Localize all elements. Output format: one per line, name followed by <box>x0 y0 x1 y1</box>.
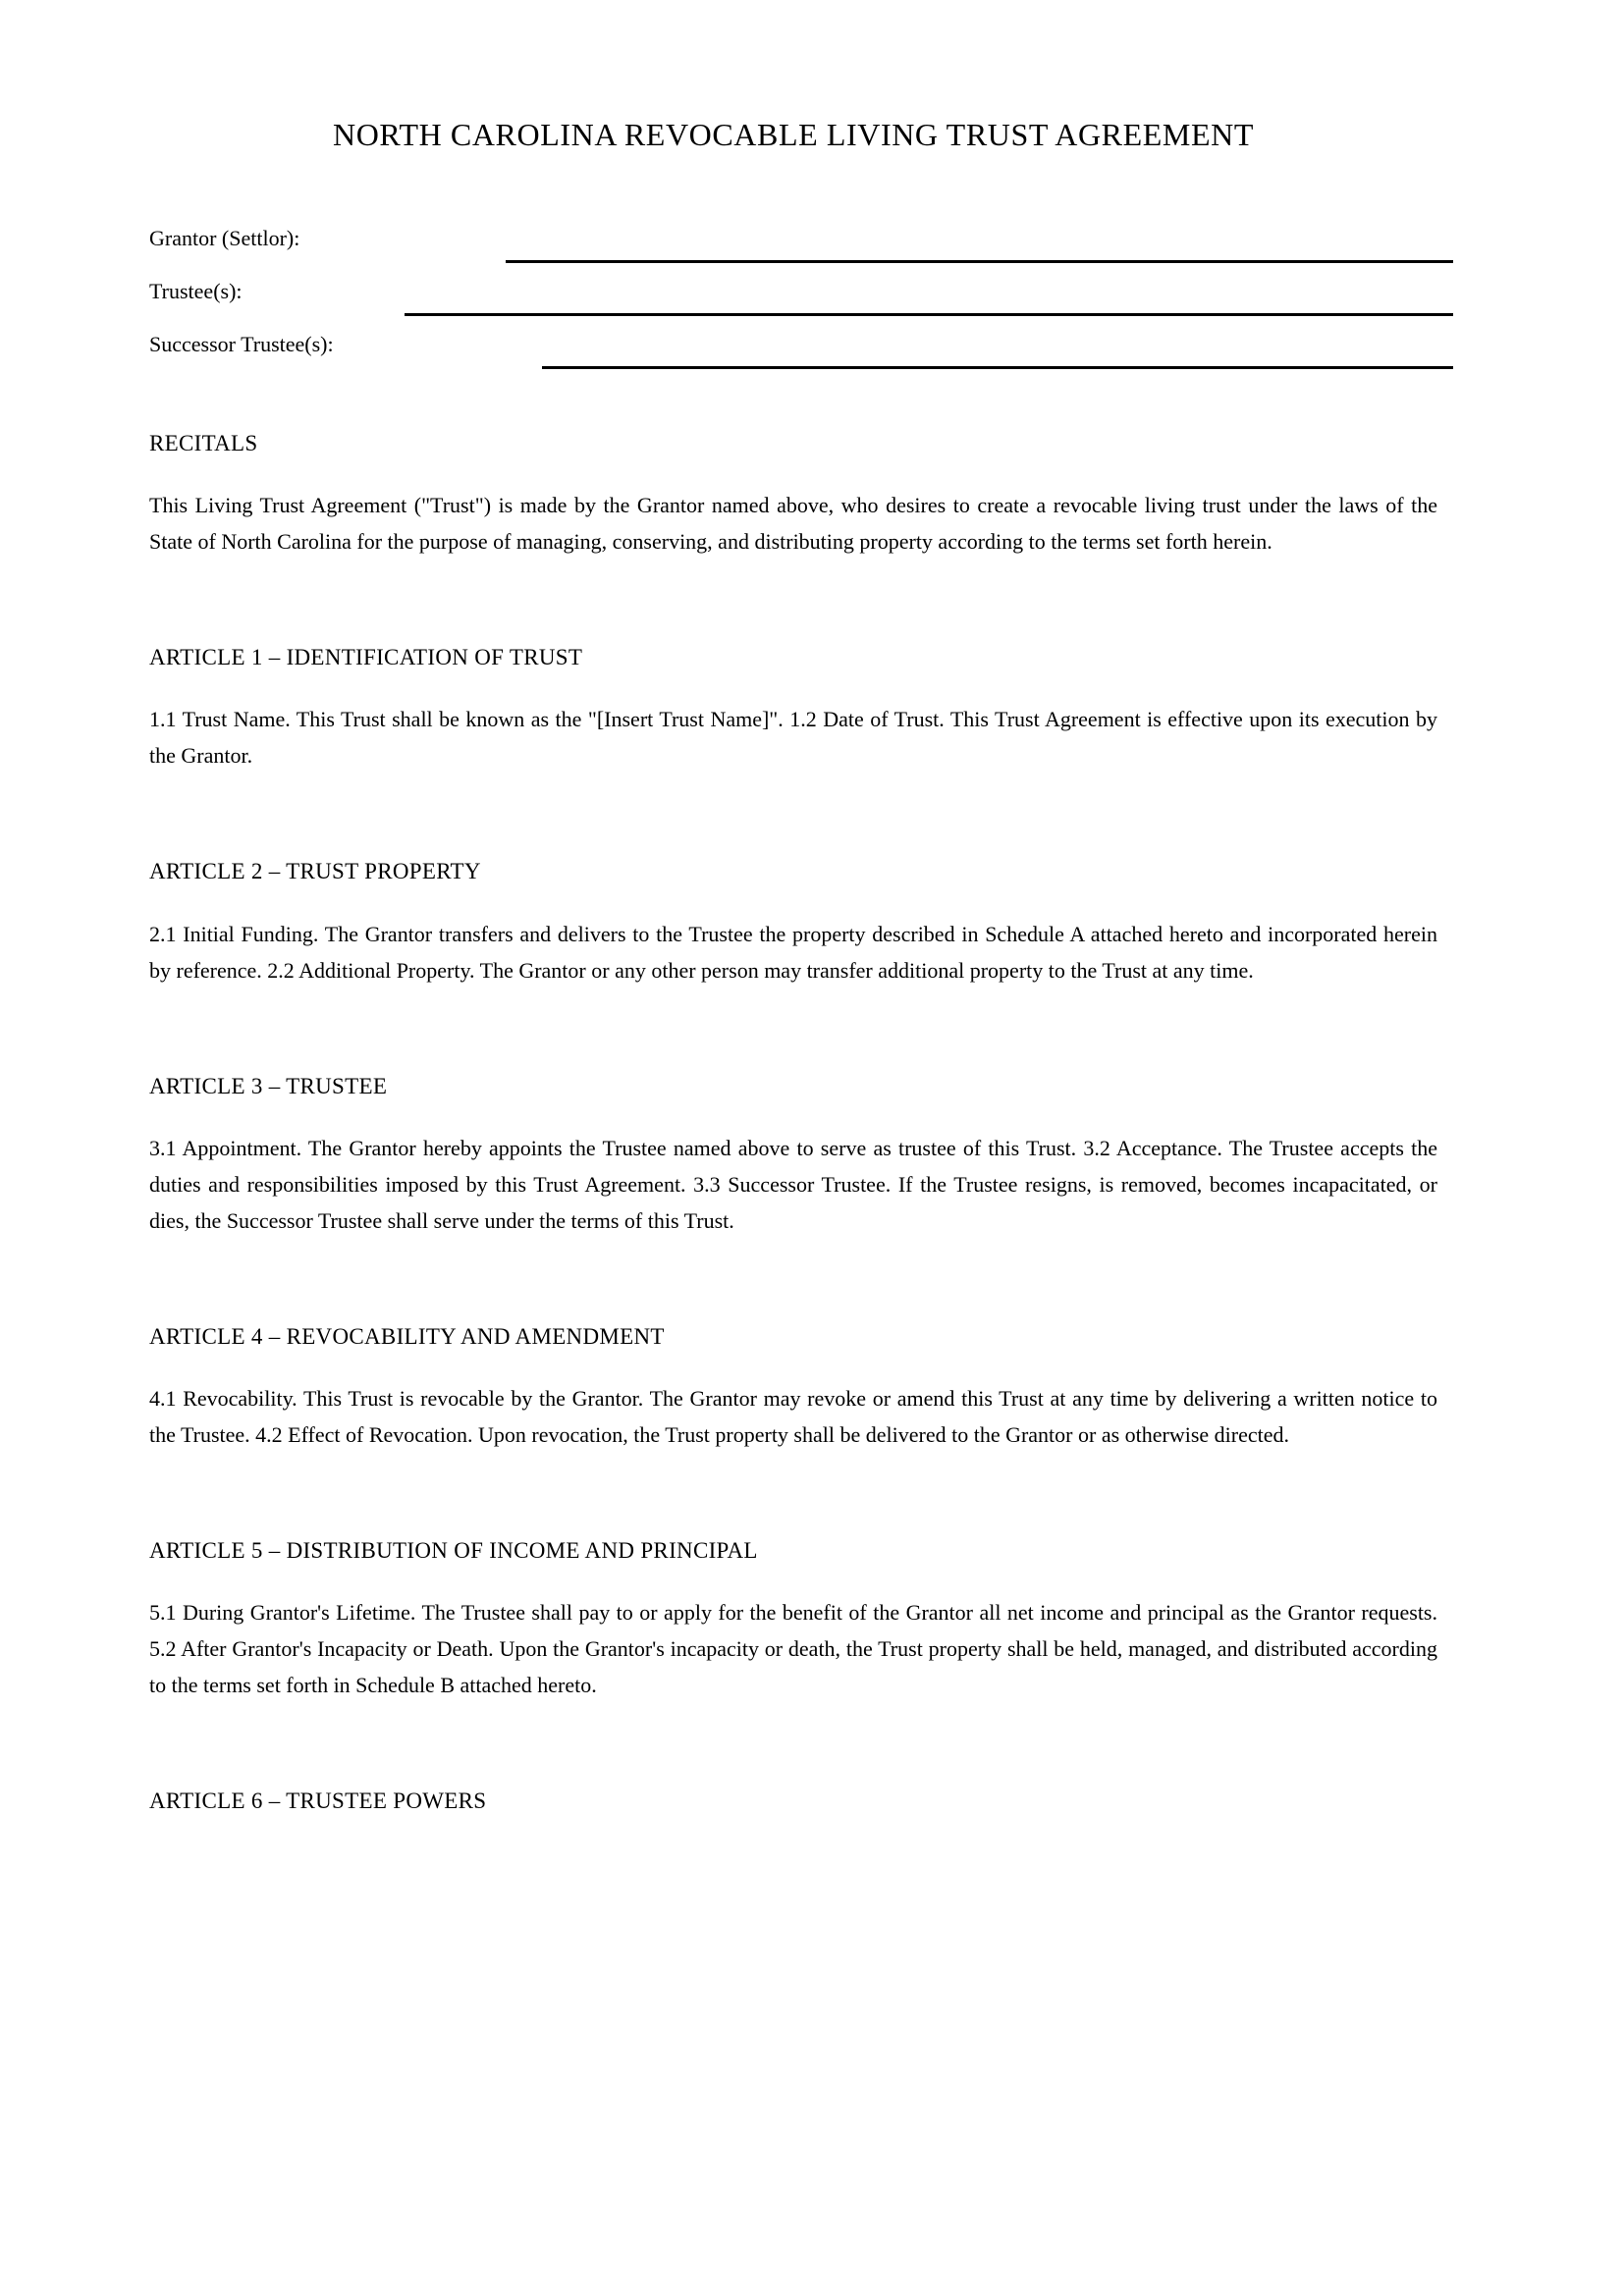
section-article-6 <box>149 1786 1437 1816</box>
party-fields-block <box>149 224 1437 383</box>
page-title: NORTH CAROLINA REVOCABLE LIVING TRUST AGREEMENT <box>333 117 1254 152</box>
section-heading-article-6: ARTICLE 6 – TRUSTEE POWERS <box>149 1788 487 1813</box>
section-body-article-3: 3.1 Appointment. The Grantor hereby appoints the Trustee named above to serve as trustee of this Trust. 3.2 Acceptance. The Trustee accepts the duties and responsibilities imposed by this Trust Agreement. 3.3 Successor Trustee. If the Trustee resigns, is removed, becomes incapacitated, or dies, the Successor Trustee shall serve under the terms of this Trust. <box>149 1135 1437 1233</box>
section-heading-article-4: ARTICLE 4 – REVOCABILITY AND AMENDMENT <box>149 1323 665 1349</box>
section-article-3 <box>149 1071 1437 1239</box>
sections-container <box>149 428 1437 1815</box>
section-heading-article-2: ARTICLE 2 – TRUST PROPERTY <box>149 859 481 884</box>
grantor-label: Grantor (Settlor): <box>149 226 300 251</box>
successor-trustee-label: Successor Trustee(s): <box>149 332 334 357</box>
form-row-trustee <box>149 277 1437 330</box>
form-row-successor-trustee <box>149 330 1437 383</box>
document-content <box>149 0 1437 1816</box>
successor-trustee-input-line[interactable] <box>542 366 1453 369</box>
trustee-label: Trustee(s): <box>149 279 243 304</box>
section-heading-article-1: ARTICLE 1 – IDENTIFICATION OF TRUST <box>149 645 583 670</box>
section-body-article-4: 4.1 Revocability. This Trust is revocable by the Grantor. The Grantor may revoke or amend this Trust at any time by delivering a written notice to the Trustee. 4.2 Effect of Revocation. Upon revocation, the Trust property shall be delivered to the Grantor or as otherwise directed. <box>149 1385 1437 1447</box>
grantor-input-line[interactable] <box>506 260 1453 263</box>
section-article-5 <box>149 1535 1437 1703</box>
section-body-recitals: This Living Trust Agreement ("Trust") is made by the Grantor named above, who desires to create a revocable living trust under the laws of the State of North Carolina for the purpose of managing, conserving, and distributing property according to the terms set forth herein. <box>149 493 1437 555</box>
section-heading-recitals: RECITALS <box>149 431 258 456</box>
trustee-input-line[interactable] <box>405 313 1453 316</box>
section-recitals <box>149 428 1437 560</box>
section-article-4 <box>149 1321 1437 1453</box>
section-body-article-5: 5.1 During Grantor's Lifetime. The Trustee shall pay to or apply for the benefit of the Grantor all net income and principal as the Grantor requests. 5.2 After Grantor's Incapacity or Death. Upon the Grantor's incapacity or death, the Trust property shall be held, managed, and distributed according to the terms set forth in Schedule B attached hereto. <box>149 1599 1437 1697</box>
section-heading-article-3: ARTICLE 3 – TRUSTEE <box>149 1073 388 1098</box>
form-row-grantor <box>149 224 1437 277</box>
section-body-article-2: 2.1 Initial Funding. The Grantor transfers and delivers to the Trustee the property described in Schedule A attached hereto and incorporated herein by reference. 2.2 Additional Property. The Grantor or any other person may transfer additional property to the Trust at any time. <box>149 921 1437 983</box>
section-article-2 <box>149 856 1437 988</box>
section-heading-article-5: ARTICLE 5 – DISTRIBUTION OF INCOME AND PRINCIPAL <box>149 1537 758 1563</box>
section-body-article-1: 1.1 Trust Name. This Trust shall be known as the "[Insert Trust Name]". 1.2 Date of Trust. This Trust Agreement is effective upon its execution by the Grantor. <box>149 707 1437 769</box>
section-article-1 <box>149 642 1437 774</box>
